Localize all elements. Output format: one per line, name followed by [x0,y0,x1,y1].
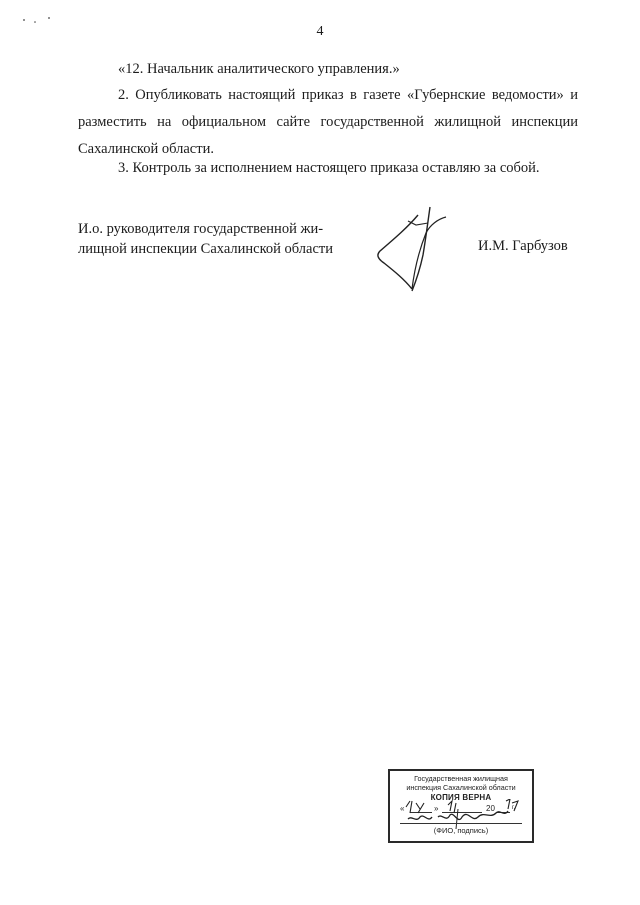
stamp-fio-caption: (ФИО, подпись) [433,826,489,835]
stamp-close-quote: » [434,804,439,813]
stamp-org-line1: Государственная жилищная [414,774,508,783]
stamp-year-suffix: г. [512,805,516,811]
copy-certification-stamp [388,769,534,843]
handwritten-signature [368,203,448,295]
stamp-copy-label: КОПИЯ ВЕРНА [430,793,492,802]
paragraph-control: 3. Контроль за исполнением настоящего приказа оставляю за собой. [118,160,540,176]
signatory-title [78,219,348,259]
signatory-title-line1: И.о. руководителя государственной жи- [78,221,324,237]
signatory-title-line2: лищной инспекции Сахалинской области [78,241,333,257]
stamp-org-line2: инспекция Сахалинской области [406,783,516,792]
page-number: 4 [316,24,324,39]
stamp-signature-line [400,823,522,824]
stamp-organization [392,774,530,792]
signatory-name: И.М. Гарбузов [478,238,568,254]
stamp-year-prefix: 20 [486,804,495,813]
stamp-open-quote: « [400,804,405,813]
paragraph-publish: 2. Опубликовать настоящий приказ в газете «Губернские ведомости» и разместить на официальном сайте государственной жилищной инспекции Сахалинской области. [78,87,578,157]
paragraph-amendment: «12. Начальник аналитического управления.» [118,61,400,77]
